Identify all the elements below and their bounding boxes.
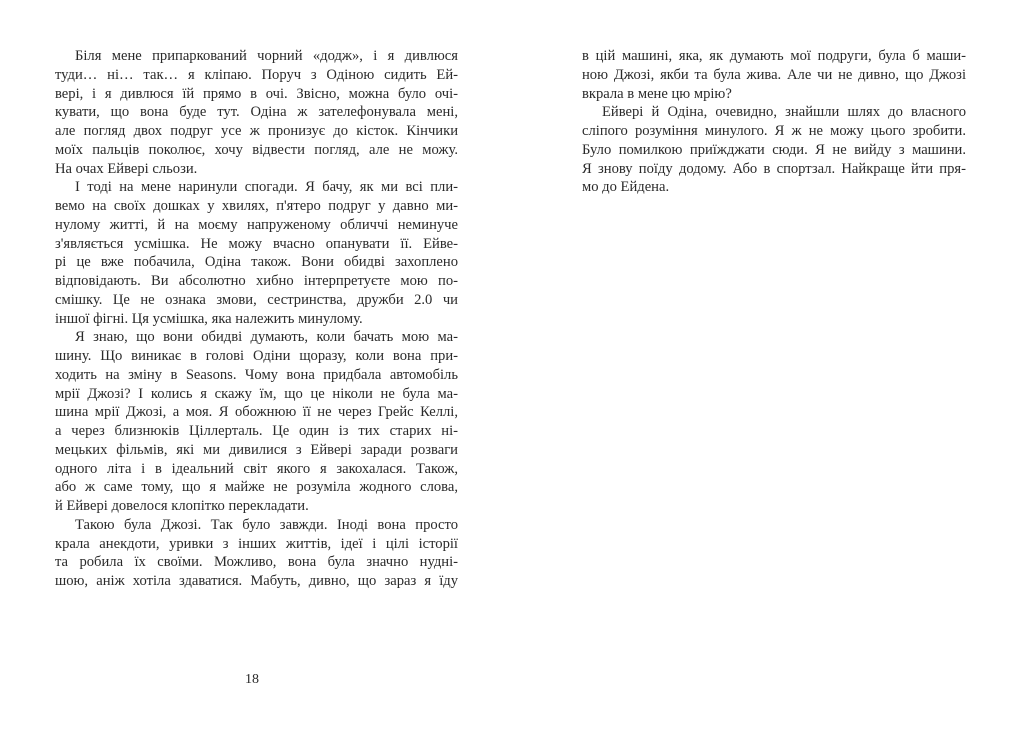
text-line: мрії Джозі? І колись я скажу їм, що це ніколи не була ма- — [55, 385, 458, 402]
text-line: в цій машині, яка, як думають мої подруги, була б маши- — [582, 48, 966, 64]
text-line: ною Джозі, якби та була жива. Але чи не дивно, що Джозі — [582, 66, 966, 83]
text-line: Я знаю, що вони обидві думають, коли бачать мою ма- — [75, 329, 458, 346]
text-line: Біля мене припаркований чорний «додж», і я дивлюся — [75, 48, 458, 64]
text-line: кувати, що вона буде тут. Одіна ж зателефонувала мені, — [55, 104, 458, 121]
text-line: моїх пальців поколює, хочу відвести погляд, але не можу. — [55, 141, 458, 158]
text-line: але погляд двох подруг усе ж пронизує до кісток. Кінчики — [55, 123, 458, 139]
text-line: шина мрії Джозі, а моя. Я обожнюю її не через Грейс Келлі, — [55, 404, 458, 421]
text-line: іншої фігні. Ця усмішка, яка належить минулому. — [55, 310, 363, 327]
paragraph — [55, 328, 458, 516]
right-page — [582, 47, 966, 197]
text-line: з'являється усмішка. Не можу вчасно опанувати її. Ейве- — [55, 235, 458, 252]
text-line: або ж саме тому, що я майже не розуміла жодного слова, — [55, 479, 458, 496]
paragraph — [55, 178, 458, 328]
text-line: крала анекдоти, уривки з інших життів, ідеї і цілі історії — [55, 535, 458, 552]
text-line: шою, аніж хотіла здаватися. Мабуть, дивно, що зараз я їду — [55, 573, 458, 589]
text-line: Такою була Джозі. Так було завжди. Іноді вона просто — [75, 516, 458, 533]
text-line: Ейвері й Одіна, очевидно, знайшли шлях до власного — [602, 104, 966, 121]
text-line: а через близнюків Ціллерталь. Це один із тих старих ні- — [55, 423, 458, 439]
text-line: І тоді на мене наринули спогади. Я бачу, як ми всі пли- — [75, 179, 458, 196]
left-page — [55, 47, 458, 591]
text-line: Я знову поїду додому. Або в спортзал. Найкраще йти пря- — [582, 160, 966, 177]
text-line: й Ейвері довелося клопітко перекладати. — [55, 498, 309, 514]
text-line: рі це вже побачила, Одіна також. Вони обидві захоплено — [55, 254, 458, 271]
paragraph — [582, 103, 966, 197]
text-line: мо до Ейдена. — [582, 179, 670, 196]
page-number: 18 — [245, 672, 259, 687]
paragraph — [55, 516, 458, 591]
text-line: та робила їх своїми. Можливо, вона була значно нудні- — [55, 554, 458, 571]
text-line: туди… ні… так… я кліпаю. Поруч з Одіною сидить Ей- — [55, 66, 458, 83]
paragraph — [582, 47, 966, 103]
text-line: відповідають. Ви абсолютно хибно інтерпретуєте мою по- — [55, 273, 458, 289]
text-line: ходить на зміну в Seasons. Чому вона придбала автомобіль — [55, 366, 458, 383]
text-line: одного літа і в ідеальний світ якого я закохалася. Також, — [55, 460, 458, 477]
text-line: сліпого розуміння минулого. Я ж не можу цього зробити. — [582, 123, 966, 139]
text-line: смішку. Це не ознака змови, сестринства, дружби 2.0 чи — [55, 291, 458, 308]
text-line: На очах Ейвері сльози. — [55, 160, 198, 177]
text-line: вері, і я дивлюся їй прямо в очі. Звісно, можна було очі- — [55, 85, 458, 102]
text-line: вкрала в мене цю мрію? — [582, 85, 732, 102]
text-line: мецьких фільмів, які ми дивилися з Ейвері заради розваги — [55, 441, 458, 458]
text-line: шину. Що виникає в голові Одіни щоразу, коли вона при- — [55, 348, 458, 364]
text-line: Було помилкою приїжджати сюди. Я не вийду з машини. — [582, 141, 966, 158]
text-line: нулому житті, й на моєму напруженому обличчі неминуче — [55, 216, 458, 233]
text-line: вемо на своїх дошках у хвилях, п'ятеро подруг у давно ми- — [55, 198, 458, 214]
paragraph — [55, 47, 458, 178]
